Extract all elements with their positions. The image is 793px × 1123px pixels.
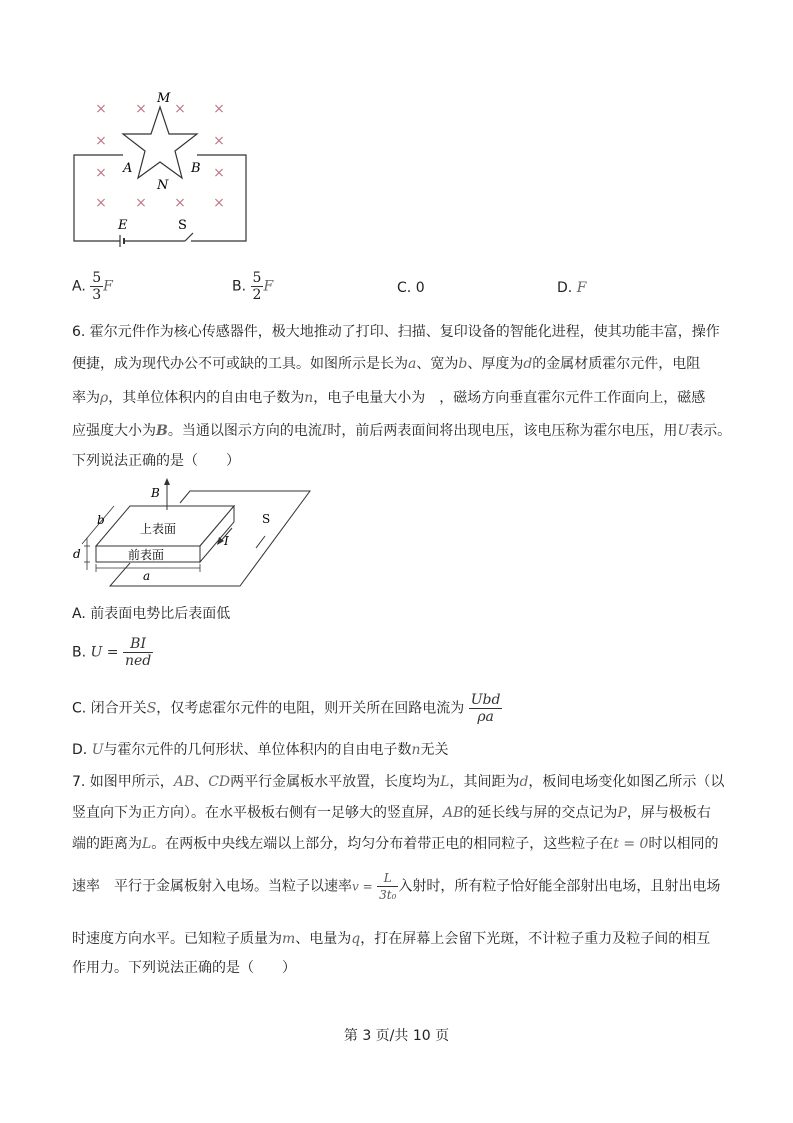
- cross-mark: ×: [135, 101, 147, 117]
- cross-mark: ×: [213, 195, 225, 211]
- cross-mark: ×: [213, 165, 225, 181]
- label-a: a: [143, 569, 151, 583]
- label-B: B: [151, 486, 160, 500]
- cross-mark: ×: [95, 165, 107, 181]
- q6-line-1: 6. 霍尔元件作为核心传感器件，极大地推动了打印、扫描、复印设备的智能化进程，使其功能丰富，操作: [72, 324, 720, 340]
- q7-line-2: 竖直向下为正方向）。在水平极板右侧有一足够大的竖直屏，AB的延长线与屏的交点记为P，屏与极板右: [72, 805, 711, 821]
- label-top-surface: 上表面: [140, 522, 177, 536]
- q6-line-2: 便捷，成为现代办公不可或缺的工具。如图所示是长为a、宽为b、厚度为d的金属材质霍尔元件，电阻: [72, 356, 701, 372]
- page-footer: 第 3 页/共 10 页: [343, 1028, 450, 1044]
- figure-hall-element: [70, 478, 320, 588]
- cross-mark: ×: [95, 133, 107, 149]
- q7-line-4: 速率 平行于金属板射入电场。当粒子以速率v = $\frac{L}{\text{3t₀}}$ 入射时，所有粒子恰好能全部射出电场，且射出电场: [72, 871, 721, 902]
- q5-option-a: A. $\frac{5}{3}$ F: [72, 270, 113, 303]
- label-b: b: [97, 513, 105, 527]
- cross-mark: ×: [174, 101, 186, 117]
- cross-mark: ×: [174, 195, 186, 211]
- label-front-surface: 前表面: [128, 548, 165, 562]
- cross-mark: ×: [213, 101, 225, 117]
- label-E: E: [118, 218, 128, 233]
- label-S: S: [262, 512, 271, 526]
- label-M: M: [157, 91, 171, 106]
- q5-option-d: D. F: [557, 280, 587, 296]
- q6-option-a: A. 前表面电势比后表面低: [72, 606, 231, 622]
- star-conductor: [123, 107, 197, 178]
- q7-line-5: 时速度方向水平。已知粒子质量为m、电量为q，打在屏幕上会留下光斑，不计粒子重力及粒子间的相互: [72, 931, 711, 947]
- label-d: d: [73, 547, 81, 561]
- q5-option-c: C. 0: [397, 280, 425, 296]
- q6-option-d: D. U与霍尔元件的几何形状、单位体积内的自由电子数n无关: [72, 742, 449, 758]
- label-I: I: [224, 534, 229, 548]
- label-A: A: [123, 161, 133, 176]
- q6-line-4: 应强度大小为B。当通以图示方向的电流I时，前后两表面间将出现电压，该电压称为霍尔电压，用U表示。: [72, 423, 732, 439]
- cross-mark: ×: [95, 101, 107, 117]
- q7-line-6: 作用力。下列说法正确的是（ ）: [72, 960, 296, 976]
- q7-line-3: 端的距离为L。在两板中央线左端以上部分，均匀分布着带正电的相同粒子，这些粒子在t = 0时以相同的: [72, 836, 719, 852]
- cross-mark: ×: [95, 195, 107, 211]
- q5-option-b: B. $\frac{5}{2}$ F: [232, 270, 274, 303]
- q6-line-3: 率为ρ，其单位体积内的自由电子数为n，电子电量大小为 ，磁场方向垂直霍尔元件工作面向上，磁感: [72, 390, 706, 406]
- q7-line-1: 7. 如图甲所示，AB、CD两平行金属板水平放置，长度均为L，其间距为d，板间电场变化如图乙所示（以: [72, 774, 725, 790]
- figure-star-circuit: [60, 85, 260, 255]
- q6-option-c: C. 闭合开关S，仅考虑霍尔元件的电阻，则开关所在回路电流为 $\frac{\text{Ubd}}{\rho a}$: [72, 692, 501, 725]
- magnetic-field-crosses: [95, 101, 225, 211]
- q6-line-5: 下列说法正确的是（ ）: [72, 453, 240, 469]
- q6-option-b: B. U = $\frac{BI}{\text{ned}}$: [72, 636, 152, 669]
- label-N: N: [157, 178, 169, 193]
- cross-mark: ×: [135, 195, 147, 211]
- label-B: B: [191, 161, 201, 176]
- label-S: S: [178, 218, 187, 233]
- cross-mark: ×: [213, 133, 225, 149]
